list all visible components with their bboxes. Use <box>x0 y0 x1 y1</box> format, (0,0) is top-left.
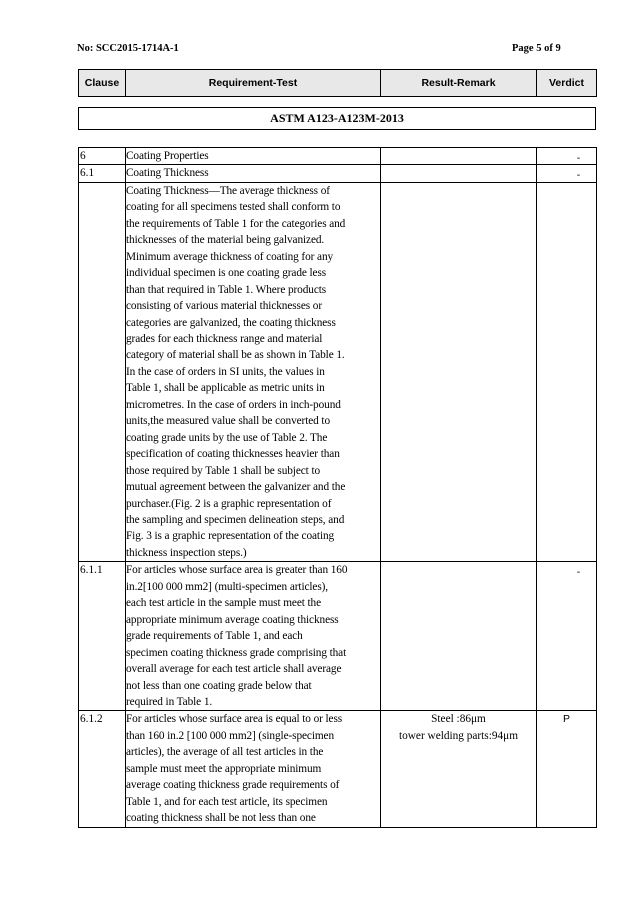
requirement-column-header: Requirement-Test <box>126 70 381 97</box>
requirement-line: individual specimen is one coating grade less <box>126 267 327 280</box>
table-row <box>79 562 597 711</box>
table-row <box>79 148 597 165</box>
result-column-header: Result-Remark <box>381 70 537 97</box>
result-cell <box>381 711 537 827</box>
requirement-line: coating grade units by the use of Table 2. The <box>126 431 328 444</box>
requirement-line: For articles whose surface area is greater than 160 <box>126 564 348 577</box>
requirement-line: articles), the average of all test articles in the <box>126 746 324 759</box>
requirement-line: overall average for each test article shall average <box>126 663 342 676</box>
requirement-line: specification of coating thicknesses heavier than <box>126 448 340 461</box>
requirement-cell <box>126 711 381 827</box>
requirement-line: consisting of various material thicknesses or <box>126 300 322 313</box>
requirement-line: grades for each thickness range and material <box>126 332 323 345</box>
requirement-line: coating thickness shall be not less than one <box>126 812 316 825</box>
requirement-line: thickness inspection steps.) <box>126 546 247 559</box>
clause-cell <box>79 182 126 561</box>
verdict-value: - <box>576 152 581 164</box>
result-cell <box>381 165 537 182</box>
requirement-cell <box>126 182 381 561</box>
requirement-line: categories are galvanized, the coating thickness <box>126 316 336 329</box>
table-row <box>79 165 597 182</box>
clause-cell: 6.1.2 <box>79 711 126 827</box>
requirement-line: required in Table 1. <box>126 695 213 708</box>
requirement-line: sample must meet the appropriate minimum <box>126 762 322 775</box>
requirement-line: than 160 in.2 [100 000 mm2] (single-specimen <box>126 729 335 742</box>
clause-cell: 6.1 <box>79 165 126 182</box>
requirement-line: In the case of orders in SI units, the values in <box>126 365 325 378</box>
requirement-line: Table 1, shall be applicable as metric units in <box>126 382 325 395</box>
standard-title: ASTM A123-A123M-2013 <box>79 108 596 130</box>
requirement-cell <box>126 148 381 165</box>
requirement-line: micrometres. In the case of orders in inch-pound <box>126 398 341 411</box>
requirement-line: Fig. 3 is a graphic representation of the coating <box>126 530 335 543</box>
requirement-line: grade requirements of Table 1, and each <box>126 630 303 643</box>
verdict-cell <box>537 562 597 711</box>
requirement-line: Coating Thickness—The average thickness of <box>126 184 330 197</box>
result-cell <box>381 148 537 165</box>
requirement-line: each test article in the sample must meet the <box>126 597 322 610</box>
table-row <box>79 182 597 561</box>
document-number: No: SCC2015-1714A-1 <box>77 43 179 54</box>
requirement-line: appropriate minimum average coating thickness <box>126 613 339 626</box>
requirement-line: than that required in Table 1. Where products <box>126 283 327 296</box>
requirement-line: purchaser.(Fig. 2 is a graphic representation of <box>126 497 332 510</box>
requirement-line: Coating Thickness <box>126 167 209 180</box>
verdict-value: P <box>562 713 570 726</box>
requirement-cell <box>126 165 381 182</box>
verdict-cell <box>537 165 597 182</box>
requirement-line: not less than one coating grade below that <box>126 679 312 692</box>
requirement-line: those required by Table 1 shall be subject to <box>126 464 321 477</box>
column-header-row <box>79 70 597 97</box>
requirement-line: Minimum average thickness of coating for any <box>126 250 334 263</box>
requirement-line: thicknesses of the material being galvanized. <box>126 234 325 247</box>
requirements-body <box>79 148 597 828</box>
requirement-line: the requirements of Table 1 for the categories and <box>126 217 346 230</box>
requirement-line: in.2[100 000 mm2] (multi-specimen articles), <box>126 580 329 593</box>
clause-column-header: Clause <box>79 70 126 97</box>
clause-cell: 6.1.1 <box>79 562 126 711</box>
page-indicator: Page 5 of 9 <box>512 43 561 54</box>
result-line: Steel :86μm <box>431 713 486 726</box>
requirement-line: Table 1, and for each test article, its specimen <box>126 795 328 808</box>
table-row <box>79 711 597 827</box>
requirement-line: average coating thickness grade requirements of <box>126 779 340 792</box>
verdict-value: - <box>576 566 581 579</box>
requirements-table <box>78 147 597 828</box>
requirement-line: the sampling and specimen delineation steps, and <box>126 513 345 526</box>
verdict-cell <box>537 711 597 827</box>
requirement-line: mutual agreement between the galvanizer and the <box>126 481 346 494</box>
requirement-line: units,the measured value shall be converted to <box>126 415 331 428</box>
result-cell <box>381 562 537 711</box>
requirement-line: coating for all specimens tested shall conform to <box>126 201 341 214</box>
requirement-line: specimen coating thickness grade comprising that <box>126 646 347 659</box>
requirement-line: Coating Properties <box>126 150 209 162</box>
verdict-cell <box>537 148 597 165</box>
requirement-line: For articles whose surface area is equal to or less <box>126 713 343 726</box>
column-header-table <box>78 69 597 97</box>
requirement-cell <box>126 562 381 711</box>
result-cell <box>381 182 537 561</box>
verdict-value: - <box>576 169 581 182</box>
verdict-column-header: Verdict <box>537 70 597 97</box>
requirement-line: category of material shall be as shown in Table 1. <box>126 349 345 362</box>
standard-title-table <box>78 107 596 130</box>
result-line: tower welding parts:94μm <box>398 729 518 742</box>
clause-cell: 6 <box>79 148 126 165</box>
verdict-cell <box>537 182 597 561</box>
